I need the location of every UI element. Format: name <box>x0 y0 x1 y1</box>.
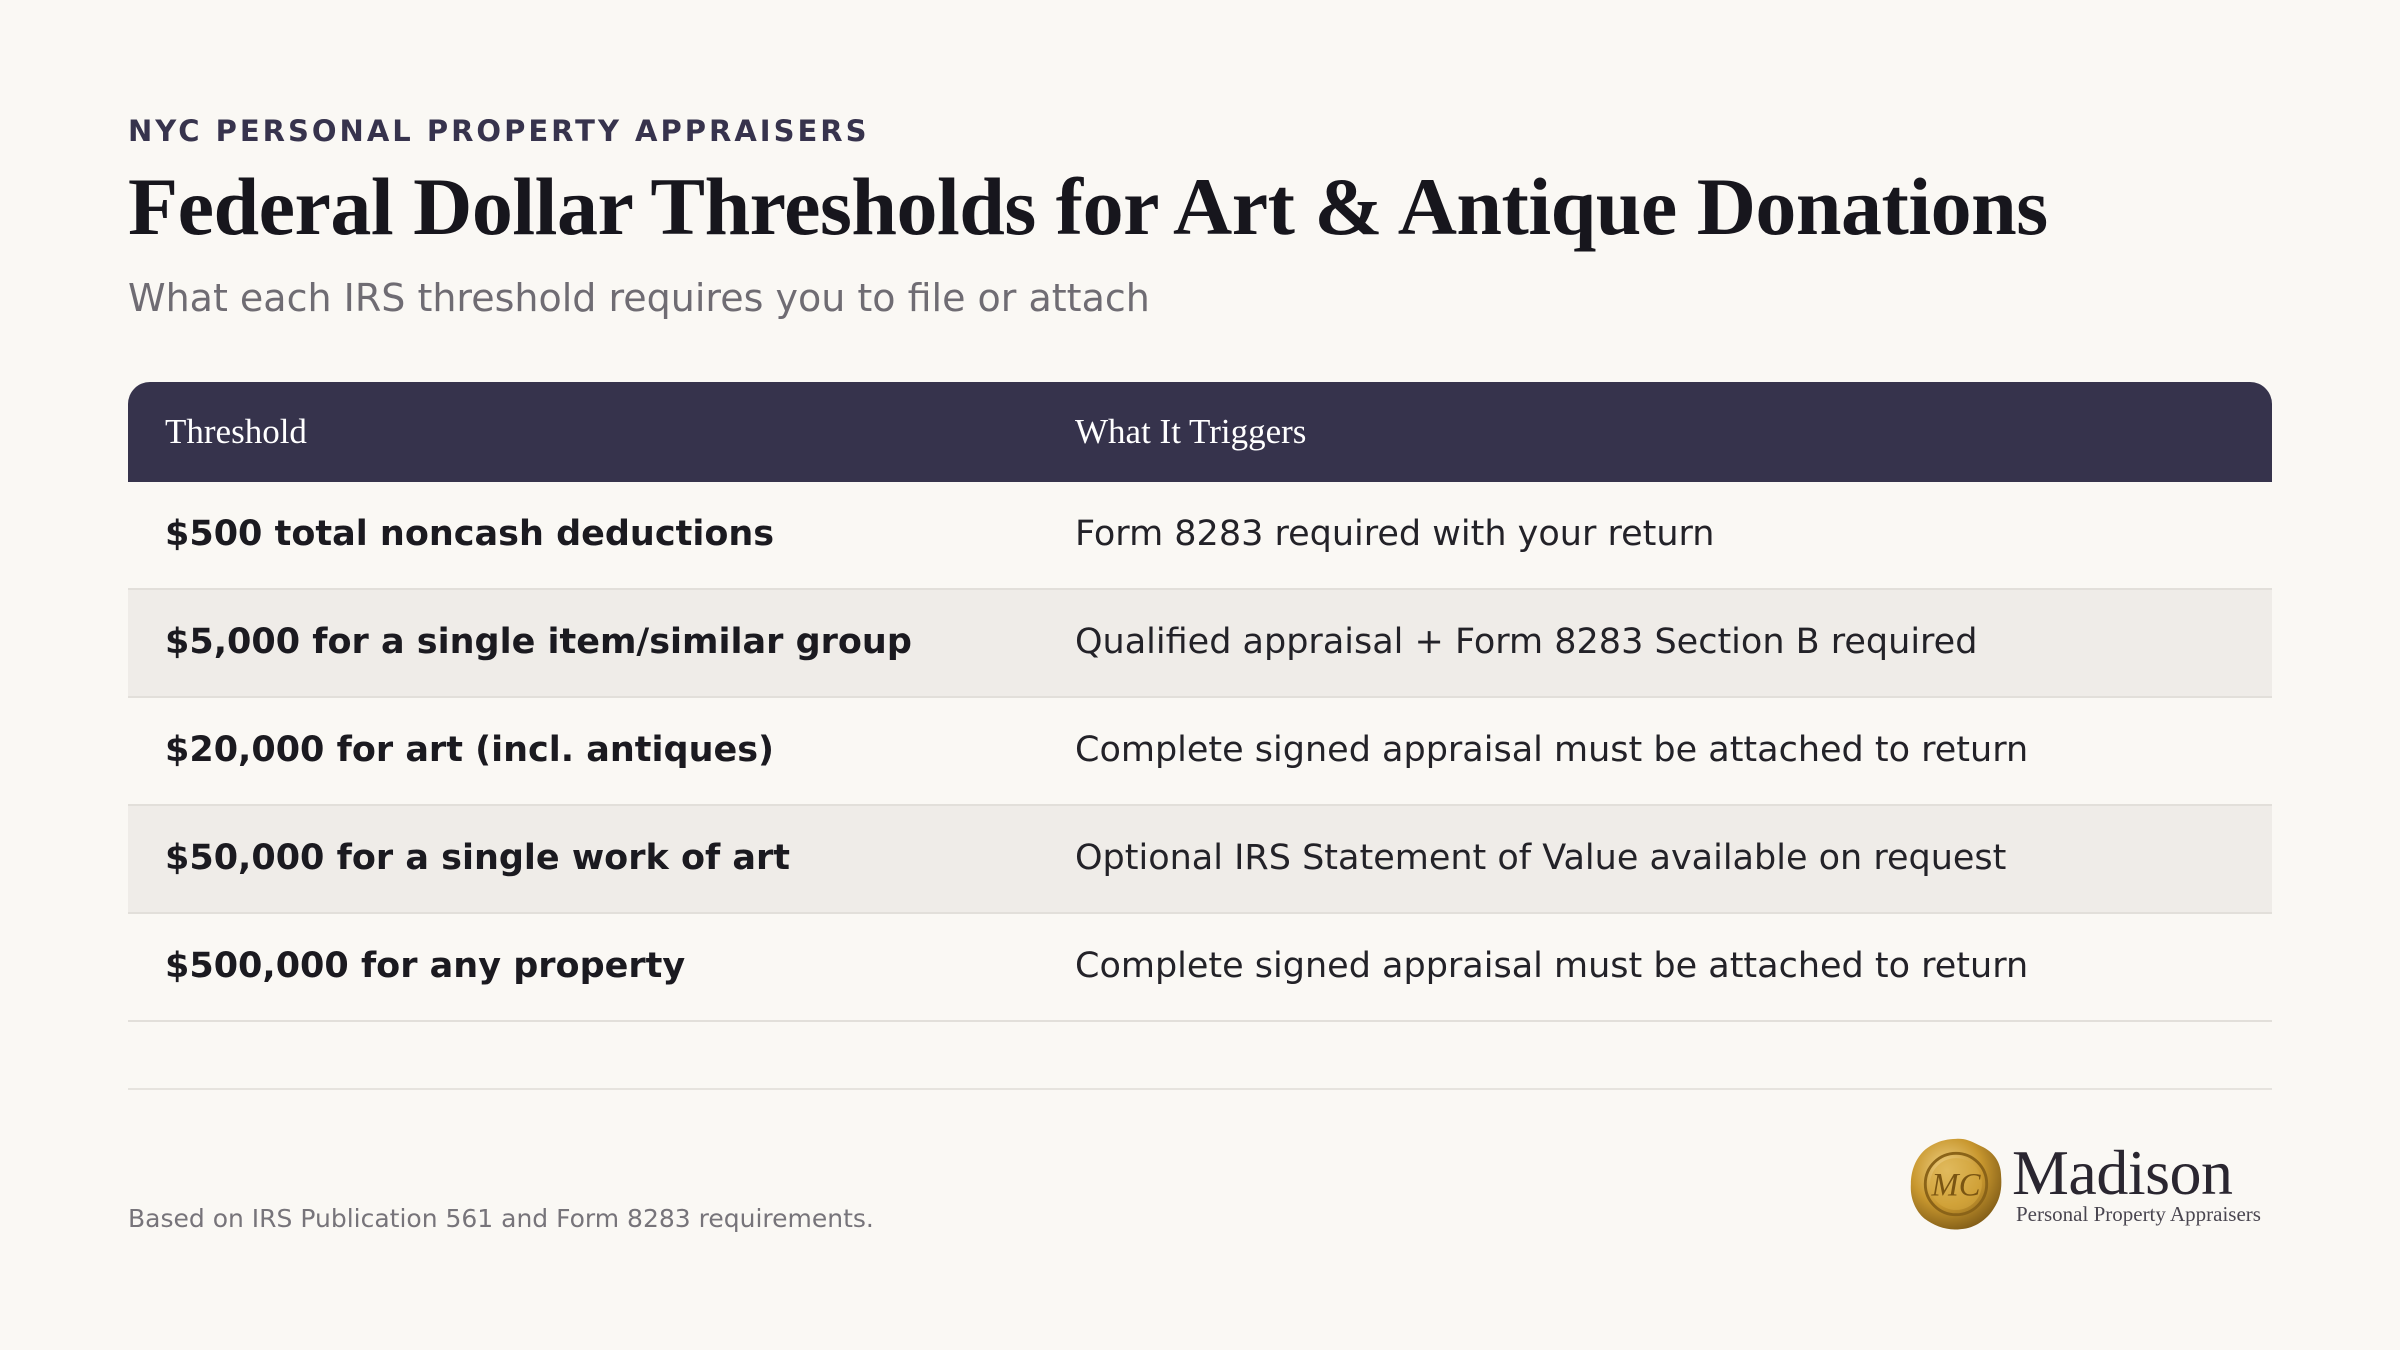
table-row <box>128 698 2272 806</box>
threshold-cell: $20,000 for art (incl. antiques) <box>165 730 775 770</box>
wax-seal-icon <box>1908 1136 2004 1232</box>
table-row <box>128 590 2272 698</box>
footer-divider <box>128 1088 2272 1090</box>
column-header-triggers: What It Triggers <box>1075 412 1307 451</box>
thresholds-table <box>128 382 2272 1022</box>
source-footnote: Based on IRS Publication 561 and Form 8283 requirements. <box>128 1204 874 1233</box>
page <box>128 0 2272 1350</box>
trigger-cell: Complete signed appraisal must be attached to return <box>1075 730 2029 770</box>
brand-name: Madison <box>2012 1137 2233 1208</box>
page-subtitle: What each IRS threshold requires you to file or attach <box>128 276 1150 320</box>
trigger-cell: Qualified appraisal + Form 8283 Section B required <box>1075 622 1978 662</box>
eyebrow-label: NYC PERSONAL PROPERTY APPRAISERS <box>128 114 870 148</box>
brand-tagline: Personal Property Appraisers <box>2016 1202 2261 1226</box>
threshold-cell: $500 total noncash deductions <box>165 514 775 554</box>
page-title: Federal Dollar Thresholds for Art & Antique Donations <box>128 161 2048 252</box>
trigger-cell: Form 8283 required with your return <box>1075 514 1715 554</box>
column-header-threshold: Threshold <box>165 412 307 451</box>
table-row <box>128 806 2272 914</box>
madison-logo <box>1908 1130 2272 1240</box>
seal-monogram: MC <box>1931 1167 1981 1204</box>
trigger-cell: Optional IRS Statement of Value available on request <box>1075 838 2007 878</box>
table-header <box>128 382 2272 482</box>
threshold-cell: $500,000 for any property <box>165 946 686 986</box>
trigger-cell: Complete signed appraisal must be attached to return <box>1075 946 2029 986</box>
threshold-cell: $50,000 for a single work of art <box>165 838 791 878</box>
table-row <box>128 482 2272 590</box>
table-row <box>128 914 2272 1022</box>
threshold-cell: $5,000 for a single item/similar group <box>165 622 912 662</box>
